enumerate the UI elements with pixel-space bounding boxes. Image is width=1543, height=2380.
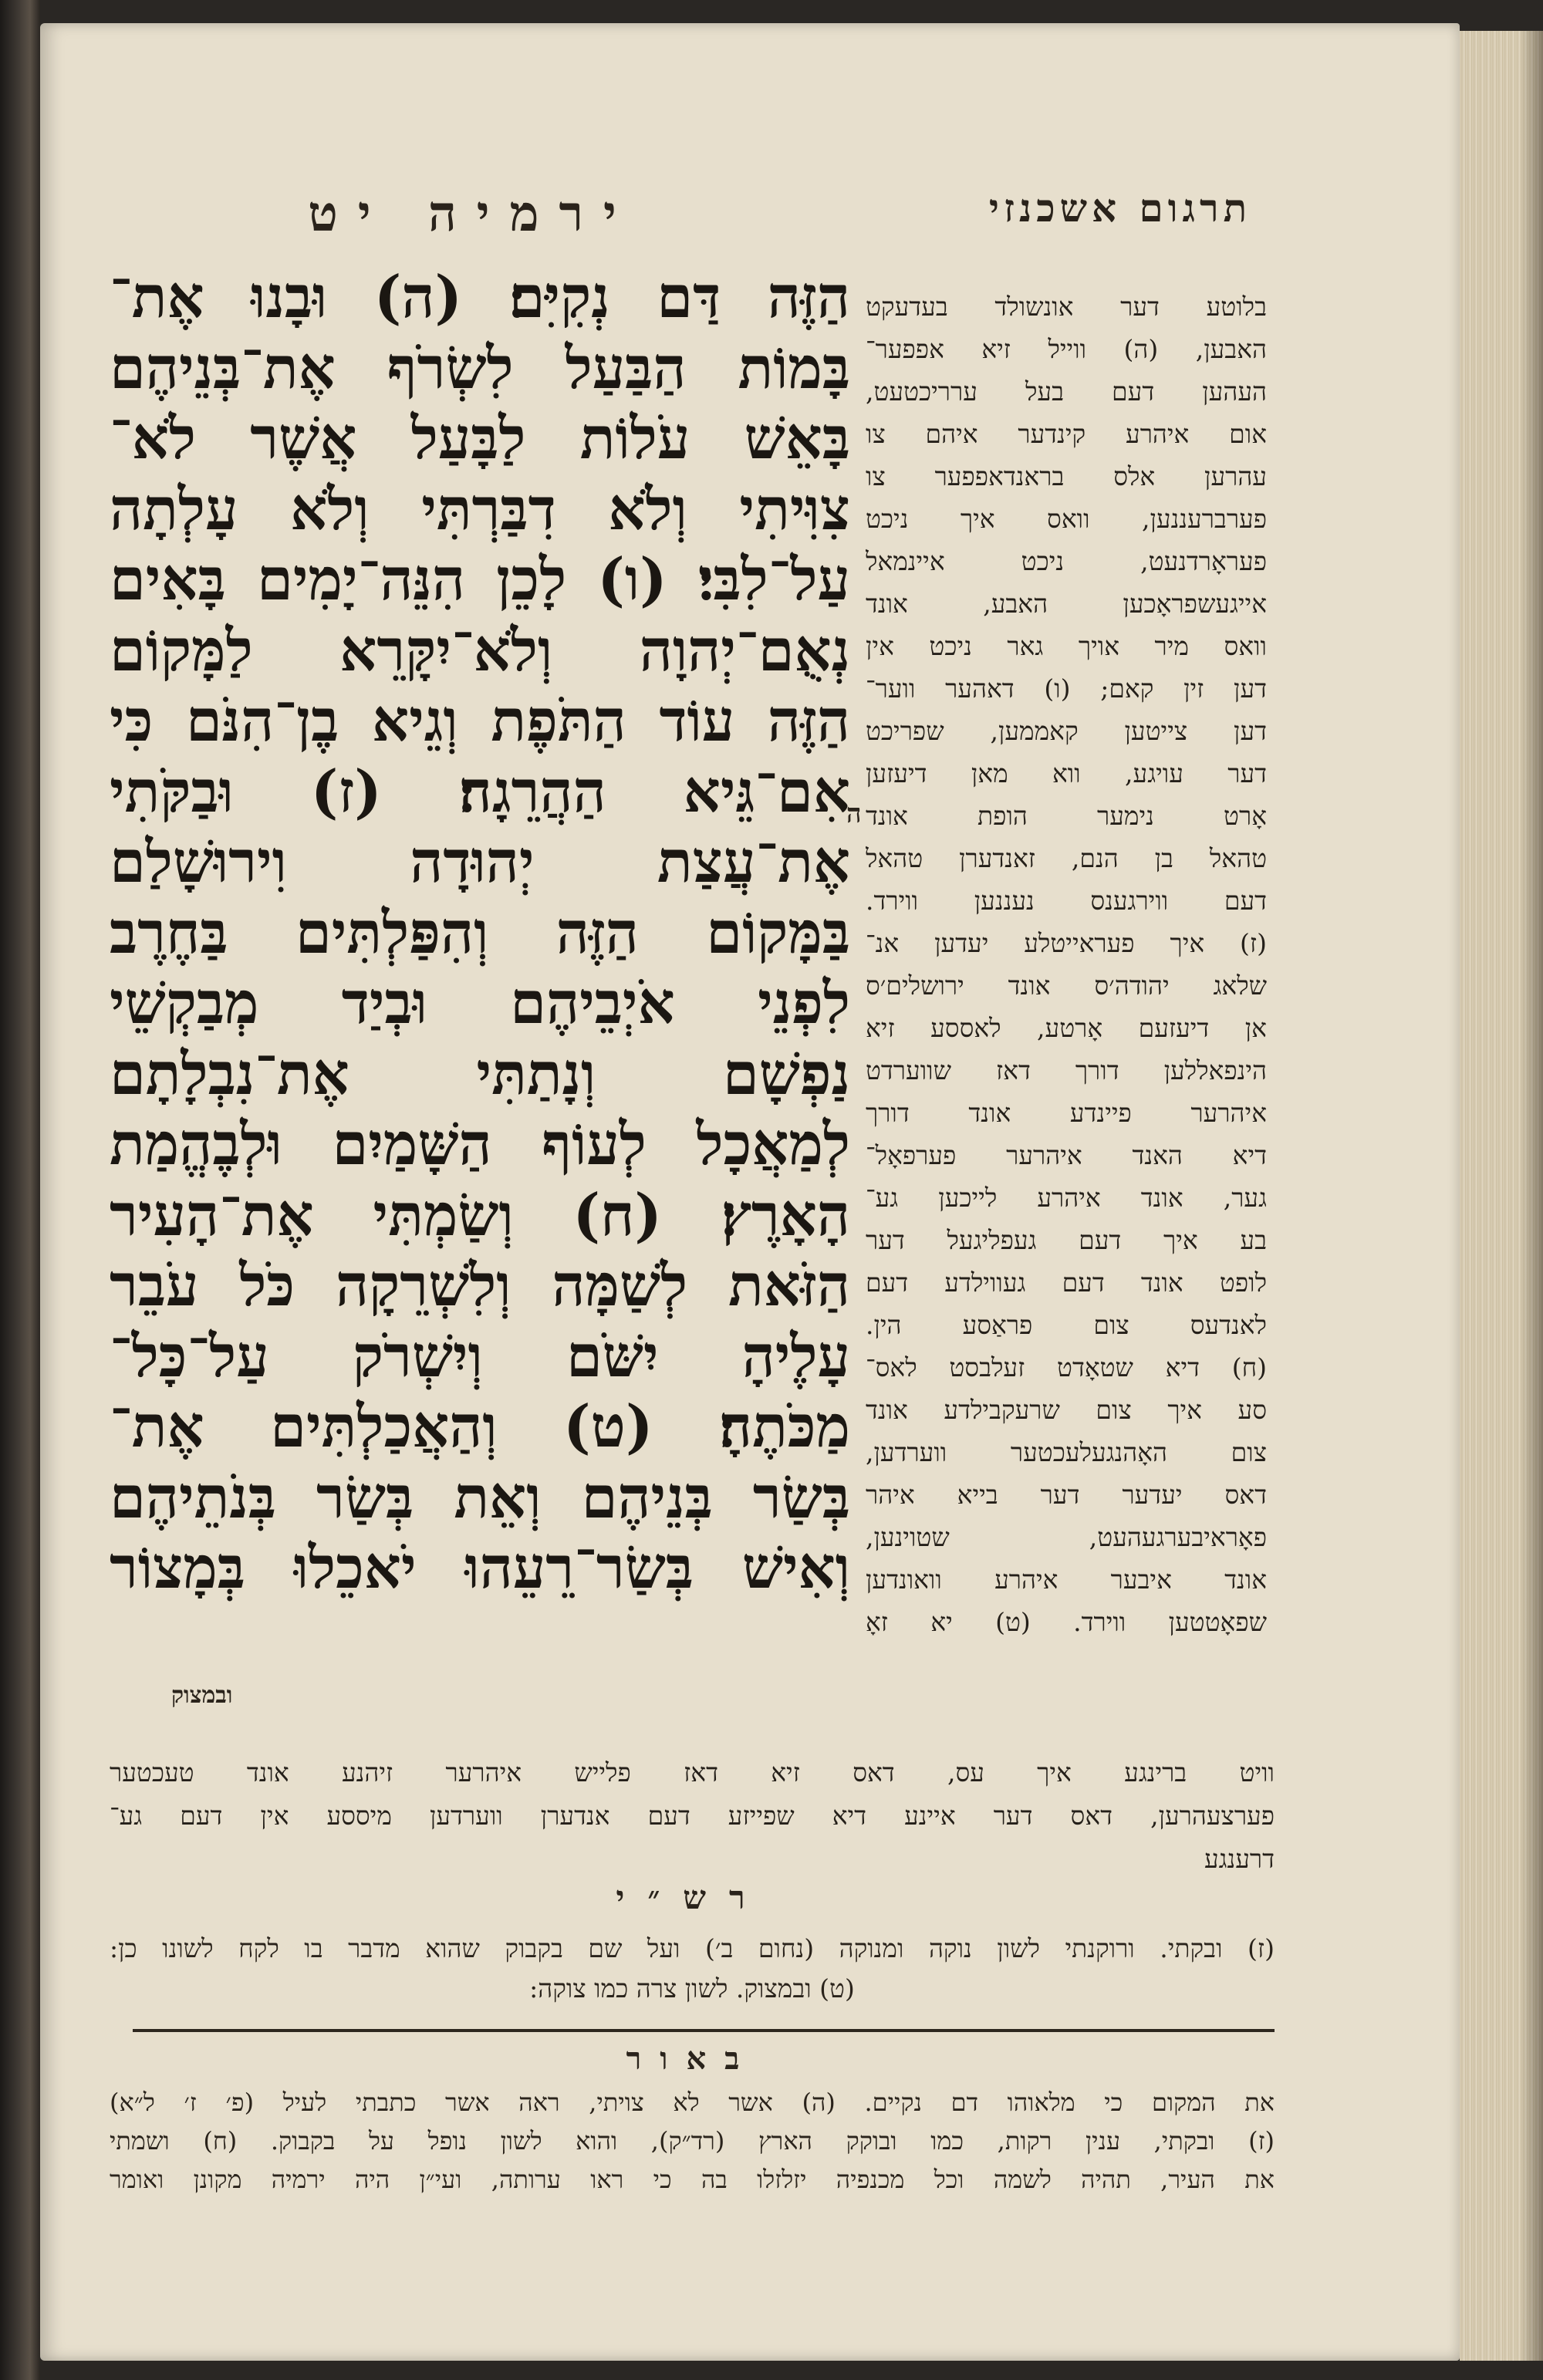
rashi-line: (ט) ובמצוק. לשון צרה כמו צוקה: bbox=[529, 1973, 855, 2004]
translation-line: סע איך צום שרעקבילדע אונד bbox=[866, 1395, 1267, 1425]
translation-line: צום האָהנגעלעכטער ווערדען, bbox=[866, 1437, 1267, 1467]
main-line: בַּמָּקוֹם הַזֶּה וְהִפַּלְתִּים בַּחֶרֶב bbox=[110, 898, 850, 967]
rashi-line: (ז) ובקתי. ורוקנתי לשון נוקה ומנוקה (נחום ב׳) ועל שם בקבוק שהוא מדבר בו לקח לשונו כן: bbox=[110, 1933, 1275, 1963]
main-line: נַפְשָׁם וְנָתַתִּי אֶת־נִבְלָתָם bbox=[110, 1039, 850, 1108]
main-line: לִפְנֵי אֹיְבֵיהֶם וּבְיַד מְבַקְשֵׁי bbox=[110, 969, 850, 1037]
translation-line: פאָראיבערגעהעט, שטוינען, bbox=[866, 1522, 1267, 1552]
translation-line: אום איהרע קינדער איהם צו bbox=[866, 419, 1267, 449]
biur-heading: באור bbox=[626, 2041, 758, 2077]
main-line: מַכֹּתֶהָ׃ (ט) וְהַאֲכַלְתִּים אֶת־ bbox=[110, 1393, 850, 1460]
translation-line: בלוטע דער אונשולד בעדעקט bbox=[866, 292, 1267, 322]
translation-line: (ז) איך פעראייטלע יעדען אנ־ bbox=[866, 928, 1267, 958]
running-head-book: ירמיה יט bbox=[308, 185, 636, 243]
translation-line: האבען, (ה) ווייל זיא אפפער־ bbox=[866, 334, 1267, 364]
translation-line: (ח) דיא שטאָדט זעלבסט לאס־ bbox=[866, 1352, 1267, 1382]
translation-line: דעם ווירגענס נעננען ווירד. bbox=[866, 886, 1267, 916]
main-line: בָּמוֹת הַבַּעַל לִשְׂרֹף אֶת־בְּנֵיהֶם bbox=[110, 333, 850, 402]
divider-rule bbox=[133, 2029, 1275, 2032]
translation-line: לופט אונד דעם געווילדע דעם bbox=[866, 1268, 1267, 1298]
adjacent-book-binding bbox=[0, 0, 40, 2380]
translation-line: אונד איבער איהרע וואונדען bbox=[866, 1565, 1267, 1595]
biur-line: את העיר, תהיה לשמה וכל מכנפיה יזלזלו בה כי ראו ערותה, ועי״ן היה ירמיה מקונן ואומר bbox=[110, 2165, 1275, 2194]
translation-line: לאנדעס צום פראַסע הין. bbox=[866, 1310, 1267, 1340]
running-head-translation: תרגום אשכנזי bbox=[988, 185, 1252, 231]
main-line: לְמַאֲכָל לְעוֹף הַשָּׁמַיִם וּלְבֶהֱמַת bbox=[110, 1110, 850, 1178]
main-line: הַזֶּה עוֹד הַתֹּפֶת וְגֵיא בֶן־הִנֹּם כִּי bbox=[110, 687, 850, 755]
main-line: נְאֻם־יְהוָה וְלֹא־יִקָּרֵא לַמָּקוֹם bbox=[110, 616, 850, 684]
translation-line: דיא האנד איהרער פערפאָל־ bbox=[866, 1140, 1267, 1170]
translation-line: שלאג יהודה׳ס אונד ירושלים׳ס bbox=[866, 971, 1267, 1001]
translation-line: טהאל בן הנם, זאנדערן טהאל bbox=[866, 843, 1267, 873]
translation-line: עהרען אלס בראנדאפפער צו bbox=[866, 461, 1267, 491]
translation-continuation bbox=[110, 1751, 1275, 1881]
judeo-german-translation bbox=[866, 285, 1267, 1774]
translation-line: אייגעשפראָכען האבע, אונד bbox=[866, 589, 1267, 619]
translation-line: גער, אונד איהרע לייכען גע־ bbox=[866, 1183, 1267, 1213]
main-line: וְאִישׁ בְּשַׂר־רֵעֵהוּ יֹאכֵלוּ בְּמָצוֹר bbox=[110, 1534, 850, 1602]
rashi-commentary bbox=[110, 1929, 1275, 2009]
translation-line: אן דיעזעם אָרטע, לאססע זיא bbox=[866, 1013, 1267, 1043]
translation-line: העהען דעם בעל ערריכטעט, bbox=[866, 376, 1267, 407]
rashi-heading: רש״י bbox=[616, 1879, 768, 1916]
biur-line: (ז) ובקתי, ענין רקות, כמו ובוקק הארץ (רד״ק), והוא לשון נופל על בקבוק. (ח) ושמתי bbox=[110, 2126, 1275, 2156]
main-line: אֶת־עֲצַת יְהוּדָה וִירוּשָׁלַם bbox=[110, 828, 850, 896]
main-line: בָּאֵשׁ עֹלוֹת לַבָּעַל אֲשֶׁר לֹא־ bbox=[110, 404, 850, 472]
translation-line: איהרער פיינדע אונד דורך bbox=[866, 1098, 1267, 1128]
translation-line: הינפאללען דורך דאז שווערדט bbox=[866, 1055, 1267, 1085]
main-line: הַזֹּאת לְשַׁמָּה וְלִשְׁרֵקָה כֹּל עֹבֵר bbox=[110, 1251, 850, 1319]
translation-line: בע איך דעם געפליגעל דער bbox=[866, 1225, 1267, 1255]
translation-line: דען זין קאם; (ו) דאהער ווער־ bbox=[866, 673, 1267, 704]
main-line: הַזֶּה דַּם נְקִיִּם׃ (ה) וּבָנוּ אֶת־ bbox=[110, 263, 850, 331]
translation-line: דאס יעדער דער בייא איהר bbox=[866, 1480, 1267, 1510]
translation-line: פערברעננען, וואס איך ניכט bbox=[866, 504, 1267, 534]
main-line: עָלֶיהָ יִשֹּׁם וְיִשְׁרֹק עַל־כָּל־ bbox=[110, 1322, 850, 1390]
main-line: צִוִּיתִי וְלֹא דִבַּרְתִּי וְלֹא עָלְתָה bbox=[110, 474, 850, 543]
main-line: עַל־לִבִּי׃ (ו) לָכֵן הִנֵּה־יָמִים בָּאִים bbox=[110, 545, 850, 613]
translation-line: פעראָרדנעט, ניכט איינמאל bbox=[866, 546, 1267, 576]
translation-line: דען צייטען קאממען, שפריכט bbox=[866, 716, 1267, 746]
book-page bbox=[40, 23, 1460, 2361]
translation-line: וואס מיר אויך גאר ניכט אין bbox=[866, 631, 1267, 661]
biur-line: את המקום כי מלאוהו דם נקיים. (ה) אשר לא צויתי, ראה אשר כתבתי לעיל (פ׳ ז׳ ל״א) bbox=[110, 2088, 1275, 2117]
translation-line: דרענגע bbox=[1204, 1844, 1275, 1874]
page-edges bbox=[1460, 31, 1543, 2361]
biur-commentary bbox=[110, 2083, 1275, 2199]
translation-line: וויט ברינגע איך עס, דאס זיא דאז פלייש איהרער זיהנע אונד טעכטער bbox=[110, 1757, 1275, 1788]
main-line: בְּשַׂר בְּנֵיהֶם וְאֵת בְּשַׂר בְּנֹתֵיהֶם bbox=[110, 1463, 850, 1531]
main-line: הָאָרֶץ׃ (ח) וְשַׂמְתִּי אֶת־הָעִיר bbox=[110, 1180, 850, 1249]
translation-line: פערצעהרען, דאס דער איינע דיא שפייזע דעם אנדערן ווערדען מיססע אין דעם גע־ bbox=[110, 1801, 1275, 1831]
translation-line: שפאָטטען ווירד. (ט) יא זאָ bbox=[866, 1607, 1267, 1637]
translation-line: דער עויגע, ווא מאן דיעזען bbox=[866, 758, 1267, 788]
main-line: אִם־גֵּיא הַהֲרֵגָה׃ (ז) וּבַקֹּתִי bbox=[110, 757, 850, 825]
verse-marker: ה bbox=[846, 798, 862, 829]
translation-line: אָרט נימער הופת אונד bbox=[866, 801, 1267, 831]
hebrew-main-text bbox=[110, 262, 850, 1674]
catchword: ובמצוק bbox=[171, 1682, 233, 1709]
